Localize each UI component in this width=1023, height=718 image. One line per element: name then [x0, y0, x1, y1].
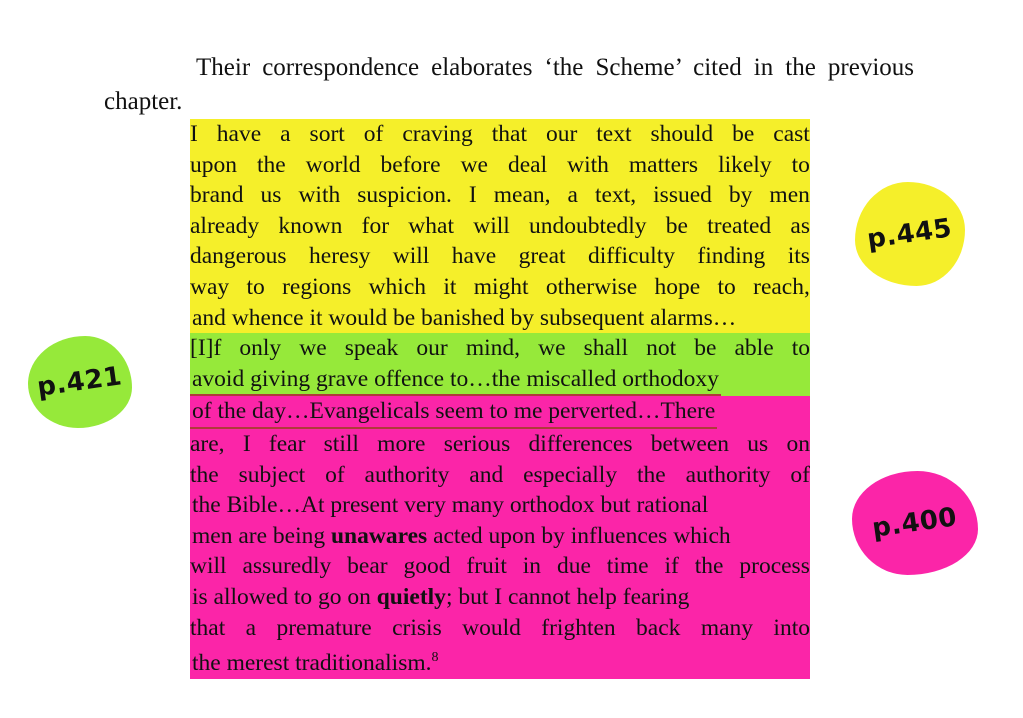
quote-line — [190, 582, 810, 613]
quote-line-text: is allowed to go on quietly; but I cannot help fearing — [192, 583, 690, 610]
quote-line-text: are, I fear still more serious differences between us on — [190, 430, 810, 457]
quote-line-text: upon the world before we deal with matters likely to — [190, 151, 810, 178]
annotation-blob-p421 — [28, 336, 132, 428]
quote-line — [190, 490, 810, 521]
quote-line — [190, 150, 810, 181]
quote-line-text-underlined: avoid giving grave offence to…the miscalled orthodoxy — [190, 364, 721, 397]
intro-paragraph: Their correspondence elaborates ‘the Scheme’ cited in the previous chapter. — [104, 54, 914, 115]
quote-line-text: dangerous heresy will have great difficulty finding its — [190, 243, 810, 270]
quote-line — [190, 396, 810, 429]
quote-line — [190, 460, 810, 491]
quote-line — [190, 241, 810, 272]
quote-line — [190, 180, 810, 211]
annotation-label: p.400 — [870, 502, 960, 544]
quote-line-text: will assuredly bear good fruit in due time if the process — [190, 553, 810, 580]
quote-line — [190, 521, 810, 552]
annotation-label: p.421 — [35, 361, 125, 403]
quote-line — [190, 333, 810, 364]
quote-line — [190, 364, 810, 397]
quote-line — [190, 551, 810, 582]
footnote-marker: 8 — [431, 650, 439, 666]
annotation-blob-p400 — [852, 471, 978, 575]
quote-line — [190, 429, 810, 460]
quote-line-text: men are being unawares acted upon by influences which — [192, 522, 731, 549]
highlighted-quotation-block — [190, 119, 810, 679]
quote-line-text: and whence it would be banished by subsequent alarms… — [192, 304, 737, 331]
quote-line-text: the Bible…At present very many orthodox but rational — [192, 492, 709, 519]
quote-line — [190, 272, 810, 303]
quote-line-text: way to regions which it might otherwise hope to reach, — [190, 273, 810, 300]
quote-line-text: brand us with suspicion. I mean, a text, issued by men — [190, 182, 810, 209]
quote-line — [190, 211, 810, 242]
quote-line-text: already known for what will undoubtedly be treated as — [190, 212, 810, 239]
quote-line-text: I have a sort of craving that our text should be cast — [190, 121, 810, 147]
quote-line — [190, 303, 810, 334]
quote-line-text: that a premature crisis would frighten back many into — [190, 614, 810, 641]
quote-line-text-underlined: of the day…Evangelicals seem to me perverted…There — [190, 396, 717, 429]
annotation-blob-p445 — [855, 182, 965, 286]
quote-line — [190, 643, 810, 678]
quote-line — [190, 119, 810, 150]
quote-line-text: [I]f only we speak our mind, we shall not be able to — [190, 335, 810, 362]
annotation-label: p.445 — [865, 213, 955, 255]
quote-line-text: the subject of authority and especially the authority of — [190, 461, 810, 488]
quote-line-text: the merest traditionalism.$^8$ — [192, 649, 439, 676]
quote-line — [190, 613, 810, 644]
